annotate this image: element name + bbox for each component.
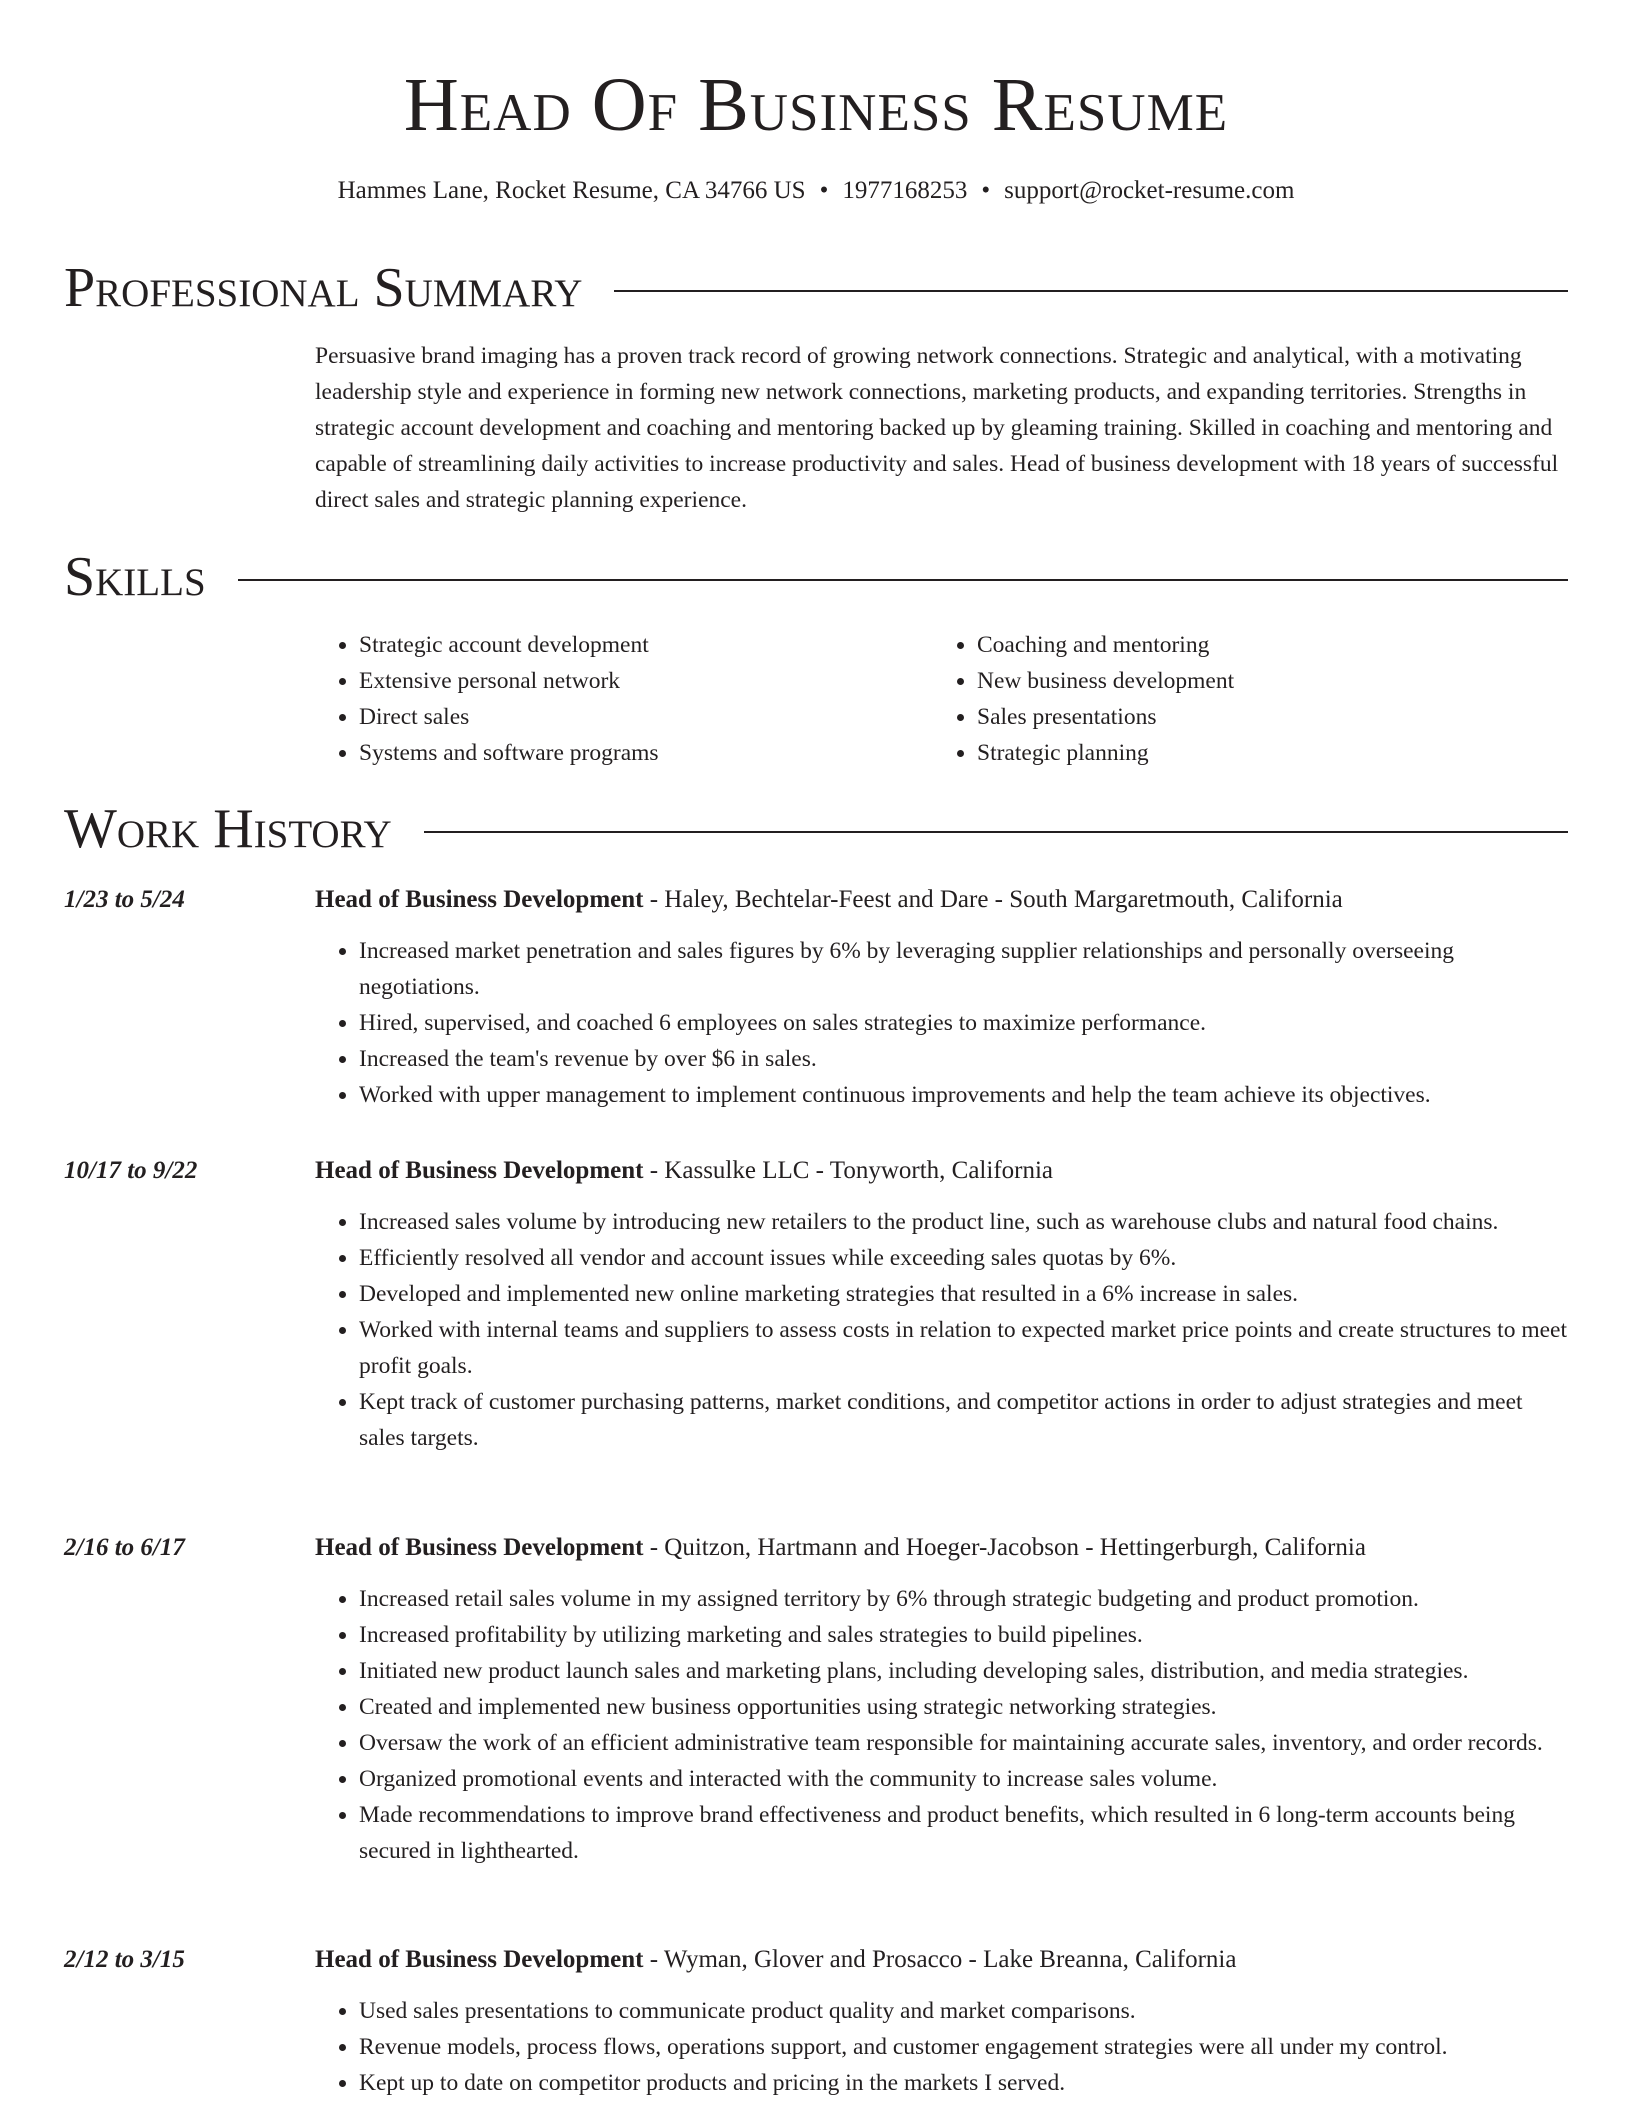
job-heading: [315, 1530, 1366, 1566]
contact-email: support@rocket-resume.com: [1004, 177, 1295, 204]
job-entry: [64, 1153, 1570, 1456]
contact-address: Hammes Lane, Rocket Resume, CA 34766 US: [337, 177, 806, 204]
job-bullet: • Kept up to date on competitor products and pricing in the markets I served.: [359, 2065, 1570, 2101]
skill-item: • Sales presentations: [977, 699, 1551, 735]
contact-phone: 1977168253: [842, 177, 968, 204]
job-bullet: • Increased retail sales volume in my assigned territory by 6% through strategic budgeting and product promotion.: [359, 1581, 1570, 1617]
skill-item: • New business development: [977, 663, 1551, 699]
job-bullet: • Developed and implemented new online marketing strategies that resulted in a 6% increase in sales.: [359, 1276, 1570, 1312]
job-bullets: [315, 1204, 1570, 1456]
job-bullet: • Efficiently resolved all vendor and account issues while exceeding sales quotas by 6%.: [359, 1240, 1570, 1276]
summary-section-header: [64, 256, 1568, 320]
job-title: Head of Business Development: [315, 1157, 644, 1184]
job-entry: [64, 1530, 1570, 1869]
skill-item: • Strategic planning: [977, 735, 1551, 771]
job-employer: - Wyman, Glover and Prosacco - Lake Breanna, California: [643, 1946, 1237, 1973]
job-bullets: [315, 933, 1570, 1113]
section-divider: [238, 579, 1568, 581]
job-bullet: • Revenue models, process flows, operations support, and customer engagement strategies were all under my control.: [359, 2029, 1570, 2065]
job-bullet: • Kept track of customer purchasing patterns, market conditions, and competitor actions in order to adjust strategies and meet sales targets.: [359, 1384, 1570, 1456]
job-bullet: • Created and implemented new business opportunities using strategic networking strategies.: [359, 1689, 1570, 1725]
contact-separator: •: [981, 177, 991, 204]
job-bullet: • Made recommendations to improve brand effectiveness and product benefits, which resulted in 6 long-term accounts being secured in lighthearted.: [359, 1797, 1570, 1869]
job-employer: - Quitzon, Hartmann and Hoeger-Jacobson - Hettingerburgh, California: [643, 1534, 1366, 1561]
resume-title: Head Of Business Resume: [403, 63, 1229, 147]
skills-list: [315, 627, 1570, 771]
job-bullets: [315, 1993, 1570, 2101]
job-header: [64, 1942, 1570, 1978]
job-title: Head of Business Development: [315, 886, 644, 913]
skill-item: • Direct sales: [359, 699, 933, 735]
job-dates: 1/23 to 5/24: [64, 886, 185, 913]
skills-section-title: Skills: [64, 546, 206, 608]
job-dates: 2/16 to 6/17: [64, 1534, 185, 1561]
summary-text: Persuasive brand imaging has a proven track record of growing network connections. Strategic and analytical, with a motivating leadership style and experience in forming new network connections, marketing products, and expanding territories. Strengths in strategic account development and coaching and mentoring backed up by gleaming training. Skilled in coaching and mentoring and capable of streamlining daily activities to increase productivity and sales. Head of business development with 18 years of successful direct sales and strategic planning experience.: [315, 343, 1559, 513]
job-dates: 10/17 to 9/22: [64, 1157, 198, 1184]
work-section-title: Work History: [64, 798, 392, 860]
job-bullet: • Used sales presentations to communicate product quality and market comparisons.: [359, 1993, 1570, 2029]
skills-section-header: [64, 545, 1568, 609]
job-heading: [315, 1942, 1236, 1978]
job-header: [64, 1530, 1570, 1566]
job-bullet: • Increased the team's revenue by over $6 in sales.: [359, 1041, 1570, 1077]
job-employer: - Kassulke LLC - Tonyworth, California: [643, 1157, 1054, 1184]
skills-column-right: [933, 627, 1551, 771]
skill-item: • Extensive personal network: [359, 663, 933, 699]
job-employer: - Haley, Bechtelar-Feest and Dare - South Margaretmouth, California: [643, 886, 1343, 913]
job-bullet: • Oversaw the work of an efficient administrative team responsible for maintaining accurate sales, inventory, and order records.: [359, 1725, 1570, 1761]
job-header: [64, 1153, 1570, 1189]
job-bullet: • Worked with internal teams and suppliers to assess costs in relation to expected market price points and create structures to meet profit goals.: [359, 1312, 1570, 1384]
job-entry: [64, 882, 1570, 1113]
job-title: Head of Business Development: [315, 1946, 644, 1973]
job-bullet: • Increased market penetration and sales figures by 6% by leveraging supplier relationships and personally overseeing negotiations.: [359, 933, 1570, 1005]
job-bullet: • Organized promotional events and interacted with the community to increase sales volume.: [359, 1761, 1570, 1797]
skills-column-left: [315, 627, 933, 771]
skill-item: • Strategic account development: [359, 627, 933, 663]
summary-section-title: Professional Summary: [64, 257, 583, 319]
contact-line: [0, 174, 1632, 208]
skill-item: • Coaching and mentoring: [977, 627, 1551, 663]
job-bullet: • Hired, supervised, and coached 6 employees on sales strategies to maximize performance.: [359, 1005, 1570, 1041]
skill-item: • Systems and software programs: [359, 735, 933, 771]
job-bullets: [315, 1581, 1570, 1869]
job-heading: [315, 1153, 1053, 1189]
contact-separator: •: [819, 177, 829, 204]
job-bullet: • Initiated new product launch sales and marketing plans, including developing sales, distribution, and media strategies.: [359, 1653, 1570, 1689]
job-dates: 2/12 to 3/15: [64, 1946, 185, 1973]
job-header: [64, 882, 1570, 918]
job-heading: [315, 882, 1343, 918]
section-divider: [424, 831, 1568, 833]
job-bullet: • Increased sales volume by introducing new retailers to the product line, such as warehouse clubs and natural food chains.: [359, 1204, 1570, 1240]
job-title: Head of Business Development: [315, 1534, 644, 1561]
job-bullet: • Increased profitability by utilizing marketing and sales strategies to build pipelines.: [359, 1617, 1570, 1653]
section-divider: [614, 290, 1568, 292]
job-bullet: • Worked with upper management to implement continuous improvements and help the team achieve its objectives.: [359, 1077, 1570, 1113]
work-section-header: [64, 797, 1568, 861]
job-entry: [64, 1942, 1570, 2101]
